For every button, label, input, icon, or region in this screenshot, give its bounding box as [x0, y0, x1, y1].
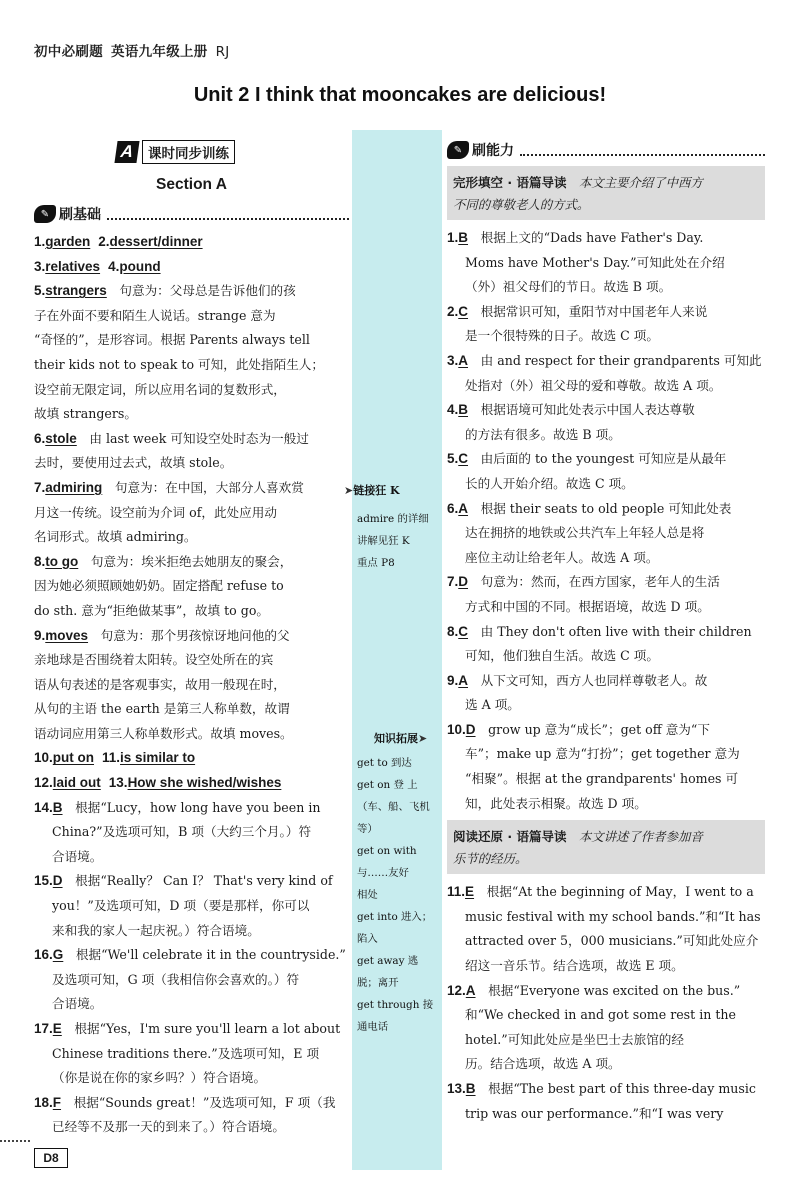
knowledge-tag: 知识拓展➤: [374, 732, 428, 745]
side-note-line: admire 的详细: [357, 513, 429, 525]
dotted-rule: [107, 208, 349, 220]
answer-line: [34, 255, 349, 280]
answer-line: [34, 845, 349, 870]
cloze-banner: 完形填空 · 语篇导读 本文主要介绍了中西方 不同的尊敬老人的方式。: [447, 166, 765, 220]
basic-tag-row: [34, 202, 349, 226]
explanation-text: 长的人开始介绍。故选 C 项。: [465, 475, 634, 491]
explanation-text: 句意为：然而，在西方国家，老年人的生活: [468, 574, 720, 590]
answer-line: [34, 919, 349, 944]
explanation-text: 绍这一音乐节。结合选项，故选 E 项。: [465, 958, 684, 974]
answer-line: [34, 992, 349, 1017]
answer-line: [447, 472, 765, 497]
answer-line: [34, 402, 349, 427]
section-title: Section A: [156, 176, 227, 193]
explanation-text: 根据“Really？ Can I？ That's very kind of: [62, 873, 333, 889]
answer-line: [34, 427, 349, 452]
answer-value: D: [465, 721, 476, 737]
explanation-text: 是一个很特殊的日子。故选 C 项。: [465, 328, 659, 344]
item-number: 3.: [34, 258, 46, 274]
answer-line: [34, 1066, 349, 1091]
running-header: [34, 40, 230, 60]
side-note-line: 重点 P8: [357, 557, 395, 569]
item-number: 7.: [34, 479, 46, 495]
explanation-text: 达在拥挤的地铁或公共汽车上年轻人总是将: [465, 525, 705, 541]
explanation-text: 句意为：在中国，大部分人喜欢赏: [102, 479, 304, 495]
answer-line: [34, 525, 349, 550]
answer-line: [34, 820, 349, 845]
explanation-text: 语动词应用第三人称单数形式。故填 moves。: [34, 725, 293, 741]
answer-line: [34, 943, 349, 968]
answer-line: [447, 226, 765, 251]
ability-tag-row: [447, 138, 765, 162]
brush-icon: ✎: [447, 141, 469, 159]
explanation-text: trip was our performance.”和“I was very: [465, 1105, 724, 1121]
answer-value: How she wished/wishes: [127, 775, 282, 791]
dotted-rule: [520, 144, 765, 156]
answer-line: [34, 328, 349, 353]
answer-line: [447, 374, 765, 399]
explanation-text: 设空前无限定词，所以应用名词的复数形式，: [34, 381, 286, 397]
explanation-text: do sth. 意为“拒绝做某事”，故填 to go。: [34, 602, 269, 618]
item-number: 16.: [34, 947, 53, 963]
explanation-text: 故填 strangers。: [34, 406, 137, 422]
explanation-text: 座位主动让给老年人。故选 A 项。: [465, 549, 659, 565]
explanation-text: （外）祖父母们的节日。故选 B 项。: [465, 279, 672, 295]
answer-line: [34, 746, 349, 771]
explanation-text: 历。结合选项，故选 A 项。: [465, 1056, 621, 1072]
section-badge: [116, 140, 349, 164]
answer-line: [447, 595, 765, 620]
item-number: 17.: [34, 1021, 53, 1036]
answer-line: [34, 796, 349, 821]
answer-value: pound: [119, 258, 161, 274]
answer-value: B: [458, 402, 469, 418]
answer-value: C: [458, 623, 469, 639]
answer-value: A: [465, 982, 476, 998]
explanation-text: 从下文可知，西方人也同样尊敬老人。故: [468, 672, 708, 688]
answer-line: [447, 644, 765, 669]
explanation-text: 根据“Sounds great！”及选项可知，F 项（我: [61, 1094, 336, 1110]
answer-line: [34, 673, 349, 698]
answer-line: [34, 1042, 349, 1067]
answer-line: [447, 423, 765, 448]
explanation-text: 根据上文的“Dads have Father's Day.: [468, 230, 704, 245]
explanation-text: 名词形式。故填 admiring。: [34, 529, 197, 545]
corner-dots: [0, 1140, 30, 1142]
answer-value: garden: [45, 234, 91, 249]
side-note-line: 相处: [357, 889, 378, 901]
basic-tag: 刷基础: [59, 207, 101, 223]
answer-value: F: [52, 1094, 62, 1110]
answer-line: [34, 279, 349, 304]
reading-answer-list: [447, 880, 765, 1126]
answer-value: strangers: [45, 283, 107, 299]
explanation-text: 去时，要使用过去式，故填 stole。: [34, 455, 233, 471]
answer-line: [447, 718, 765, 743]
explanation-text: 由 and respect for their grandparents 可知此: [468, 352, 762, 368]
explanation-text: 由后面的 to the youngest 可知应是从最年: [468, 451, 727, 467]
side-notes-column: [344, 130, 442, 1170]
item-number: 6.: [447, 500, 459, 516]
link-tag: ➤链接狂 K: [344, 484, 400, 497]
side-note-line: get on with: [357, 845, 417, 857]
answer-line: [447, 767, 765, 792]
answer-line: [34, 1091, 349, 1116]
answer-line: [34, 550, 349, 575]
item-number: 14.: [34, 799, 53, 815]
answer-line: [447, 546, 765, 571]
answer-line: [447, 447, 765, 472]
answer-line: [447, 349, 765, 374]
arrow-icon: ➤: [418, 732, 428, 745]
item-number: 1.: [34, 234, 46, 249]
book-title: 初中必刷题: [34, 44, 103, 60]
explanation-text: “奇怪的”，是形容词。根据 Parents always tell: [34, 332, 310, 348]
answer-line: [34, 230, 349, 255]
answer-value: B: [465, 1081, 476, 1096]
answer-line: [447, 521, 765, 546]
side-note-line: get away 逃: [357, 955, 419, 967]
explanation-text: Moms have Mother's Day.”可知此处在介绍: [465, 254, 725, 270]
explanation-text: 合语境。: [52, 996, 103, 1012]
explanation-text: 根据语境可知此处表示中国人表达尊敬: [468, 402, 695, 418]
explanation-text: 根据“The best part of this three-day music: [475, 1081, 756, 1096]
explanation-text: 知，此处表示相聚。故选 D 项。: [465, 795, 647, 811]
item-number: 6.: [34, 430, 46, 446]
answer-value: to go: [45, 553, 79, 569]
answer-line: [447, 1102, 765, 1127]
answer-line: [447, 251, 765, 276]
item-number: 13.: [108, 775, 128, 791]
answer-line: [34, 304, 349, 329]
left-answer-list: [34, 230, 349, 1140]
answer-line: [34, 771, 349, 796]
explanation-text: 从句的主语 the earth 是第三人称单数，故谓: [34, 701, 290, 717]
item-number: 9.: [447, 672, 459, 688]
answer-line: [447, 669, 765, 694]
answer-value: D: [52, 873, 63, 889]
answer-line: [34, 574, 349, 599]
right-column: [447, 138, 765, 1126]
brush-icon: ✎: [34, 205, 56, 223]
answer-line: [447, 1028, 765, 1053]
answer-line: [34, 697, 349, 722]
answer-value: C: [458, 451, 469, 467]
item-number: 3.: [447, 352, 459, 368]
answer-line: [447, 1052, 765, 1077]
side-note-line: 陷入: [357, 933, 378, 945]
explanation-text: 车”；make up 意为“打扮”；get together 意为: [465, 746, 740, 762]
side-note-line: 通电话: [357, 1021, 389, 1033]
explanation-text: 根据 their seats to old people 可知此处表: [468, 500, 732, 516]
item-number: 5.: [447, 451, 459, 467]
answer-value: moves: [45, 627, 89, 643]
edition-label: RJ: [215, 44, 230, 60]
item-number: 8.: [447, 623, 459, 639]
answer-line: [447, 905, 765, 930]
answer-line: [447, 742, 765, 767]
left-column: [34, 138, 349, 1140]
answer-line: [34, 968, 349, 993]
item-number: 11.: [447, 884, 466, 900]
answer-value: put on: [52, 750, 95, 766]
explanation-text: China?”及选项可知，B 项（大约三个月。）符: [52, 824, 312, 840]
side-note-line: get to 到达: [357, 757, 412, 769]
ability-tag: 刷能力: [472, 143, 514, 159]
explanation-text: music festival with my school bands.”和“It has: [465, 908, 761, 924]
answer-line: [447, 620, 765, 645]
answer-value: B: [52, 799, 63, 815]
answer-value: dessert/dinner: [109, 234, 203, 249]
answer-value: A: [458, 352, 469, 368]
side-note-line: get into 进入；: [357, 911, 433, 923]
explanation-text: 语从句表述的是客观事实，故用一般现在时，: [34, 676, 286, 692]
item-number: 7.: [447, 574, 459, 590]
side-note-line: get on 登 上: [357, 779, 418, 791]
answer-line: [447, 324, 765, 349]
badge-letter: A: [114, 141, 139, 163]
answer-line: [447, 398, 765, 423]
side-note-line: 与……友好: [357, 867, 409, 879]
item-number: 1.: [447, 230, 459, 245]
answer-value: A: [458, 672, 469, 688]
explanation-text: 和“We checked in and got some rest in the: [465, 1007, 736, 1023]
item-number: 9.: [34, 627, 46, 643]
explanation-text: 根据“At the beginning of May，I went to a: [474, 884, 754, 900]
item-number: 10.: [447, 721, 466, 737]
answer-value: stole: [45, 430, 77, 446]
explanation-text: 方式和中国的不同。根据语境，故选 D 项。: [465, 598, 710, 614]
answer-value: laid out: [52, 775, 101, 791]
cloze-answer-list: [447, 226, 765, 816]
explanation-text: grow up 意为“成长”；get off 意为“下: [475, 721, 710, 737]
answer-line: [34, 599, 349, 624]
explanation-text: 处指对（外）祖父母的爱和尊敬。故选 A 项。: [465, 377, 722, 393]
answer-line: [34, 624, 349, 649]
answer-line: [34, 451, 349, 476]
answer-line: [447, 275, 765, 300]
item-number: 15.: [34, 873, 53, 889]
item-number: 4.: [447, 402, 459, 418]
explanation-text: 及选项可知，G 项（我相信你会喜欢的。）符: [52, 971, 300, 987]
answer-value: is similar to: [120, 750, 196, 766]
answer-line: [34, 378, 349, 403]
explanation-text: their kids not to speak to 可知，此处指陌生人；: [34, 356, 324, 372]
answer-line: [447, 300, 765, 325]
answer-line: [447, 1077, 765, 1102]
explanation-text: 可知，他们独自生活。故选 C 项。: [465, 648, 659, 664]
unit-title: Unit 2 I think that mooncakes are delicious!: [193, 84, 607, 106]
link-note: [352, 508, 429, 574]
explanation-text: 根据“Everyone was excited on the bus.”: [475, 982, 741, 998]
page-number: D8: [34, 1148, 68, 1168]
answer-value: admiring: [45, 479, 103, 495]
answer-value: A: [458, 500, 469, 516]
explanation-text: 由 They don't often live with their children: [468, 623, 752, 639]
explanation-text: attracted over 5，000 musicians.”可知此处应介: [465, 933, 759, 949]
answer-line: [34, 894, 349, 919]
explanation-text: you！”及选项可知，D 项（要是那样，你可以: [52, 898, 310, 914]
explanation-text: 因为她必须照顾她奶奶。固定搭配 refuse to: [34, 578, 284, 594]
answer-line: [34, 722, 349, 747]
item-number: 13.: [447, 1081, 466, 1096]
explanation-text: Chinese traditions there.”及选项可知，E 项: [52, 1045, 320, 1061]
item-number: 4.: [108, 258, 120, 274]
answer-value: E: [465, 884, 475, 900]
explanation-text: （你是说在你的家乡吗？）符合语境。: [52, 1070, 267, 1086]
explanation-text: 根据常识可知，重阳节对中国老年人来说: [468, 303, 708, 319]
explanation-text: 根据“We'll celebrate it in the countryside.”: [63, 947, 346, 963]
answer-line: [447, 693, 765, 718]
explanation-text: 月这一传统。设空前为介词 of，此处应用动: [34, 504, 277, 520]
side-note-line: 脱；离开: [357, 977, 399, 989]
answer-value: C: [458, 303, 469, 319]
explanation-text: 的方法有很多。故选 B 项。: [465, 426, 621, 442]
explanation-text: 根据“Yes，I'm sure you'll learn a lot about: [61, 1021, 341, 1036]
explanation-text: 亲地球是否围绕着太阳转。设空处所在的宾: [34, 652, 274, 668]
item-number: 12.: [34, 775, 53, 791]
answer-line: [447, 929, 765, 954]
answer-line: [447, 880, 765, 905]
answer-value: E: [52, 1021, 62, 1036]
explanation-text: 由 last week 可知设空处时态为一般过: [76, 430, 309, 446]
answer-line: [447, 1003, 765, 1028]
item-number: 5.: [34, 283, 46, 299]
answer-line: [447, 497, 765, 522]
explanation-text: 根据“Lucy，how long have you been in: [62, 799, 321, 815]
answer-line: [34, 476, 349, 501]
answer-line: [34, 869, 349, 894]
side-note-line: 等）: [357, 823, 378, 835]
explanation-text: 来和我的家人一起庆祝。）符合语境。: [52, 922, 260, 938]
side-note-line: get through 接: [357, 999, 434, 1011]
side-note-line: （车、船、飞机: [357, 801, 430, 813]
answer-value: D: [458, 574, 469, 590]
answer-line: [447, 792, 765, 817]
badge-text: 课时同步训练: [142, 140, 235, 164]
item-number: 10.: [34, 750, 53, 766]
knowledge-note: [352, 752, 433, 1038]
item-number: 8.: [34, 553, 46, 569]
subject-title: 英语九年级上册: [111, 44, 208, 60]
item-number: 2.: [447, 303, 459, 319]
explanation-text: 子在外面不要和陌生人说话。strange 意为: [34, 307, 276, 323]
answer-line: [34, 1017, 349, 1042]
answer-value: B: [458, 230, 469, 245]
answer-line: [447, 979, 765, 1004]
explanation-text: 选 A 项。: [465, 697, 520, 713]
answer-line: [34, 648, 349, 673]
explanation-text: 句意为：父母总是告诉他们的孩: [106, 283, 296, 299]
answer-line: [34, 501, 349, 526]
item-number: 2.: [98, 234, 110, 249]
answer-value: relatives: [45, 258, 101, 274]
item-number: 11.: [102, 750, 121, 766]
explanation-text: 已经等不及那一天的到来了。）符合语境。: [52, 1119, 285, 1135]
item-number: 18.: [34, 1094, 53, 1110]
item-number: 12.: [447, 982, 466, 998]
answer-line: [447, 954, 765, 979]
answer-value: G: [52, 947, 64, 963]
reading-banner: 阅读还原 · 语篇导读 本文讲述了作者参加音 乐节的经历。: [447, 820, 765, 874]
answer-line: [34, 1115, 349, 1140]
explanation-text: 句意为：那个男孩惊讶地问他的父: [88, 627, 290, 643]
explanation-text: “相聚”。根据 at the grandparents' homes 可: [465, 771, 739, 787]
answer-line: [447, 570, 765, 595]
explanation-text: hotel.”可知此处应是坐巴士去旅馆的经: [465, 1031, 684, 1047]
explanation-text: 合语境。: [52, 848, 103, 864]
arrow-icon: ➤: [344, 484, 354, 497]
answer-line: [34, 353, 349, 378]
side-note-line: 讲解见狂 K: [357, 535, 410, 547]
explanation-text: 句意为：埃米拒绝去她朋友的聚会，: [78, 553, 293, 569]
